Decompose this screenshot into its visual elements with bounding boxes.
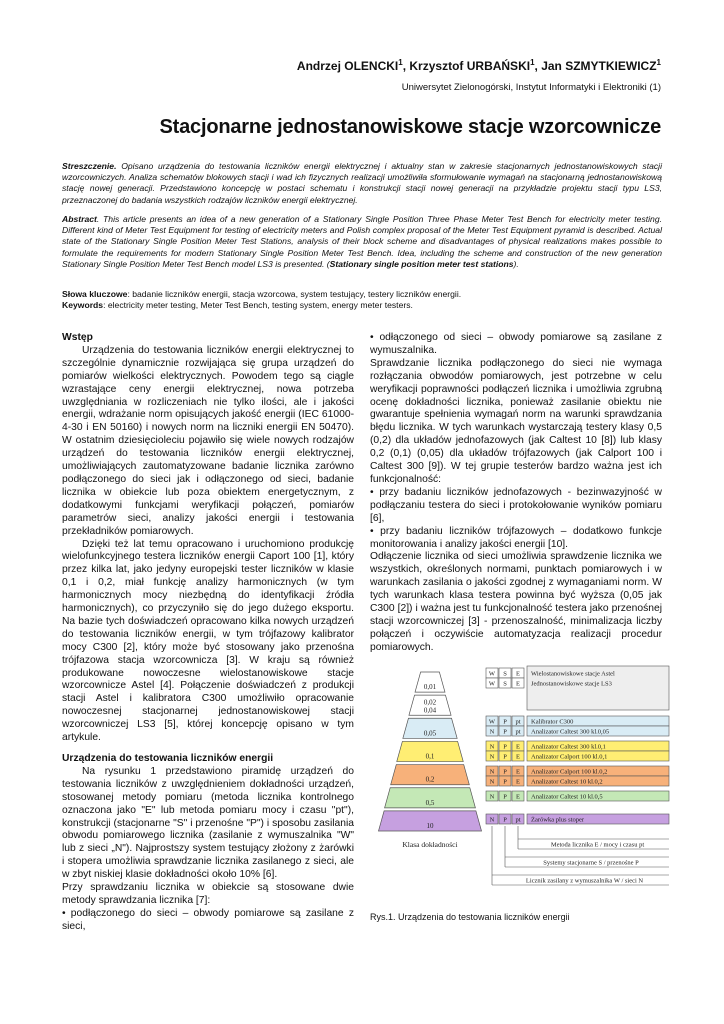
keywords-polish-text: : badanie liczników energii, stacja wzorcowa, system testujący, testery liczników energii. — [127, 289, 462, 299]
legend-row-label: Analizator Calport 100 kl.0,2 — [531, 768, 608, 776]
legend-tag: P — [503, 753, 507, 761]
legend-row-label: Analizator Caltest 300 kl.0,1 — [531, 743, 606, 751]
legend-tag: N — [489, 753, 495, 761]
legend-tag: E — [516, 768, 520, 776]
legend-tag: W — [488, 718, 496, 726]
keywords-polish — [62, 289, 662, 300]
bullet-three-phase: • przy badaniu liczników trójfazowych – dodatkowo funkcje monitorowania i analizy jakości energii [10]. — [370, 525, 662, 550]
paragraph-2: Dzięki też lat temu opracowano i uruchomiono produkcję wielofunkcyjnego testera liczników energii Caport 100 [1], który przez kilka lat, jako jedyny europejski tester liczników w klasie 0,1 i 0,2, miał funkcję analizy harmonicznych (w tym harmonicznych mocy niezbędną do identyfikacji źródła harmonicznych), co przyczyniło się do jego dużego eksportu. Na bazie tych doświadczeń opracowano kilka nowych urządzeń do testowania liczników energii, w tym trójfazowy kalibrator mocy C300 [2], który może być stosowany jako przenośna trójfazowa stacja wzorcownicza [3]. W kraju są również produkowane nowoczesne wielostanowiskowe stacje wzorcownicze Astel [4]. Połączenie doświadczeń z produkcji stacji Astel i kalibratora C300 umożliwiło opracowanie nowoczesnej stacjonarnej jednostanowiskowej stacji wzorcowniczej LS3 [5], której koncepcję opisano w tym artykule. — [62, 538, 354, 744]
bullet-single-phase: • przy badaniu liczników jednofazowych - bezinwazyjność w podłączaniu testera do sieci i protokołowanie wyników pomiaru [6], — [370, 486, 662, 524]
legend-tag: pt — [515, 718, 521, 726]
legend-tag: pt — [515, 816, 521, 824]
legend-tag: W — [488, 670, 496, 678]
paragraph-6: Odłączenie licznika od sieci umożliwia sprawdzenie licznika we wszystkich, określonych normami, punktach pomiarowych i w warunkach zasilania o jakości zgodnej z wymaganiami norm. W tych warunkach klasa testera powinna być wyższa (0,05 jak C300 [2]) i ważna jest tu funkcjonalność testera jako przenośnej stacji wzorcowniczej [3] - przenoszalność, minimalizacja liczby połączeń i oczywiście automatyzacja realizacji procedur pomiarowych. — [370, 551, 662, 653]
authors: Andrzej OLENCKI$^1$, Krzysztof URBAŃSKI$^1$, Jan SZMYTKIEWICZ$^1$ — [296, 58, 661, 73]
legend-tag: E — [516, 793, 520, 801]
pyramid-level-label: 0,02 — [423, 698, 437, 707]
pyramid-level-label: 0,2 — [425, 775, 435, 784]
paragraph-3: Na rysunku 1 przedstawiono piramidę urządzeń do testowania liczników z uwzględnieniem dokładności urządzeń, stosowanej metody pomiaru (metoda licznika kontrolnego oznaczona jako "E" lub metoda pomiaru mocy i czasu "pt"), konstrukcji (stacjonarne "S" i przenośne "P") i sposobu zasilania obwodu pomiarowego licznika (zasilanie z wymuszalnika "W" lub z sieci „N"). Najprostszy system testujący złożony z żarówki i stopera umożliwia sprawdzanie licznika zasilanego z sieci, ale w zbyt niskiej klasie dokładności około 10% [6]. — [62, 765, 354, 881]
abstract-polish — [62, 161, 662, 206]
author-name: Andrzej OLENCKI — [296, 59, 399, 73]
legend-row-label: Żarówka plus stoper — [531, 816, 585, 824]
legend-row-label: Analizator Calport 100 kl.0,1 — [531, 753, 608, 761]
legend-row-label: Analizator Caltest 10 kl.0,2 — [531, 778, 603, 786]
abstract-english-bold-tail: Stationary single position meter test stations — [329, 258, 514, 269]
legend-tag: P — [503, 728, 507, 736]
left-column — [62, 332, 354, 934]
pyramid-level-label: 0,05 — [423, 729, 437, 738]
keywords-english-label: Keywords — [62, 300, 104, 310]
abstract-polish-lead: Streszczenie. — [62, 161, 117, 171]
right-column — [370, 332, 662, 655]
legend-tag: P — [503, 718, 507, 726]
abstract-english — [62, 214, 662, 270]
author-affiliation-mark: 1 — [656, 58, 661, 67]
section-heading-devices: Urządzenia do testowania liczników energii — [62, 753, 274, 764]
author-affiliation-mark: 1 — [530, 58, 535, 67]
legend-tag: S — [503, 670, 507, 678]
legend-tag: E — [516, 670, 520, 678]
legend-tag: N — [489, 816, 495, 824]
bullet-disconnected: • odłączonego od sieci – obwody pomiarowe są zasilane z wymuszalnika. — [370, 332, 662, 356]
affiliation: Uniwersytet Zielonogórski, Instytut Informatyki i Elektroniki (1) — [401, 82, 661, 93]
paragraph-1: Urządzenia do testowania liczników energii elektrycznej to szczególnie dynamicznie rozwijająca się grupa urządzeń do pomiarów wielkości elektrycznych. Powodem tego są ciągle wzrastające ceny energii elektrycznej, nowa potrzeba uwzględniania w rozliczeniach nie tylko ilości, ale i jakości energii, wdrażanie norm opisujących jakość energii (IEC 61000-4-30 i EN 50160) i nowych norm na liczniki energii EN 50470). W ostatnim dziesięcioleciu pojawiło się wiele nowych rodzajów urządzeń do testowania liczników energii elektrycznej, umożliwiających zautomatyzowane badanie licznika zarówno podłączonego do sieci jak i odłączonego od sieci, badanie licznika w obiekcie lub poza obiektem energetycznym, z dodatkowymi funkcjami weryfikacji połączeń, pomiarów parametrów sieci, analizy jakości energii i testowania przekładników pomiarowych. — [62, 344, 354, 537]
legend-tag: W — [488, 680, 496, 688]
legend-row-label: Wielostanowiskowe stacje Astel — [531, 670, 615, 678]
legend-row-label: Analizator Caltest 300 kl.0,05 — [531, 728, 610, 736]
section-heading-intro: Wstęp — [62, 332, 93, 343]
legend-row-label: Jednostanowiskowe stacje LS3 — [531, 680, 612, 688]
bracket-label: Licznik zasilany z wymuszalnika W / sieci N — [525, 877, 644, 885]
legend-row-label: Kalibrator C300 — [531, 718, 574, 726]
author-name: Krzysztof URBAŃSKI — [409, 59, 531, 73]
figure-pyramid — [370, 662, 670, 897]
author-affiliation-mark: 1 — [398, 58, 403, 67]
pyramid-level-label: 0,01 — [423, 683, 437, 692]
abstract-english-lead: Abstract — [62, 214, 97, 224]
legend-tag: S — [503, 680, 507, 688]
paragraph-5: Sprawdzanie licznika podłączonego do sieci nie wymaga rozłączania obwodów pomiarowych, jest potrzebne w celu weryfikacji poprawności podłączeń licznika i umożliwia zgrubną ocenę dokładności licznika, ponieważ zasilanie obiektu nie gwarantuje spełnienia wymagań norm na warunki sprawdzania błędu licznika. W tych warunkach wystarczają testery klasy 0,5 (0,2) dla układów jednofazowych (jak Caltest 10 [8]) lub klasy 0,2 (0,1) (0,05) dla układów trójfazowych (jak Calport 100 i Caltest 300 [9]). W tej grupie testerów bardzo ważna jest ich funkcjonalność: — [370, 357, 662, 485]
author-name: Jan SZMYTKIEWICZ — [541, 59, 657, 73]
pyramid-level-label: 0,5 — [425, 798, 435, 807]
bracket-label: Metoda licznika E / mocy i czasu pt — [550, 841, 645, 849]
bracket-label: Systemy stacjonarne S / przenośne P — [543, 859, 639, 867]
paragraph-4: Przy sprawdzaniu licznika w obiekcie są stosowane dwie metody sprawdzania licznika [7]: — [62, 882, 354, 906]
bullet-connected: • podłączonego do sieci – obwody pomiarowe są zasilane z sieci, — [62, 907, 354, 932]
pyramid-level-label: 10 — [426, 822, 434, 830]
abstract-english-end: ). — [513, 258, 519, 269]
class-axis-label: Klasa dokładności — [402, 840, 458, 849]
legend-tag: E — [516, 743, 520, 751]
legend-tag: N — [489, 768, 495, 776]
legend-tag: N — [489, 793, 495, 801]
legend-tag: P — [503, 816, 507, 824]
legend-tag: P — [503, 743, 507, 751]
pyramid-level-label: 0,1 — [425, 752, 435, 761]
keywords-english — [62, 300, 662, 311]
abstract-polish-text: Opisano urządzenia do testowania liczników energii elektrycznej i aktualny stan w zakresie stacjonarnych jednostanowiskowych stacji wzorcowniczych. Analiza schematów blokowych stacji i wad ich fizycznych realizacji umożliwiła sformułowanie wymagań na stacjonarną jednostanowiskową stację nowej generacji. Przedstawiono koncepcję w postaci schematu i konstrukcji stacji nowej generacji na przykładzie projektu stacji typu LS3, przeznaczonej do badania wszystkich rodzajów liczników energii elektrycznej. — [62, 161, 662, 205]
figure-caption: Rys.1. Urządzenia do testowania liczników energii — [370, 912, 570, 922]
abstract-english-text: . This article presents an idea of a new generation of a Stationary Single Position Three Phase Meter Test Bench for electricity meter testing. Different kind of Meter Test Equipment for testing of electricity meters and Polish complex proposal of the Meter Test Equipment pyramid is described. Actual state of the Stationary Single Position Meter Test Stations, analysis of their block scheme and disadvantages of physical realizations makes possible to formulate the requirements for modern Stationary Single Position Meter Test Bench. Idea, including the scheme and construction of the new generation Stationary Single Position Meter Test Bench model LS3 is presented. ( — [62, 214, 662, 269]
legend-tag: E — [516, 753, 520, 761]
legend-tag: P — [503, 793, 507, 801]
legend-tag: P — [503, 768, 507, 776]
keywords-english-text: : electricity meter testing, Meter Test Bench, testing system, energy meter testers. — [103, 300, 413, 310]
legend-tag: E — [516, 778, 520, 786]
legend-tag: P — [503, 778, 507, 786]
legend-tag: N — [489, 743, 495, 751]
legend-tag: N — [489, 778, 495, 786]
pyramid-level-label: 0,04 — [423, 706, 437, 715]
keywords-polish-label: Słowa kluczowe — [62, 289, 128, 299]
legend-row-label: Analizator Caltest 10 kl.0,5 — [531, 793, 603, 801]
page-title: Stacjonarne jednostanowiskowe stacje wzorcownicze — [159, 116, 661, 138]
legend-tag: N — [489, 728, 495, 736]
legend-tag: pt — [515, 728, 521, 736]
legend-tag: E — [516, 680, 520, 688]
